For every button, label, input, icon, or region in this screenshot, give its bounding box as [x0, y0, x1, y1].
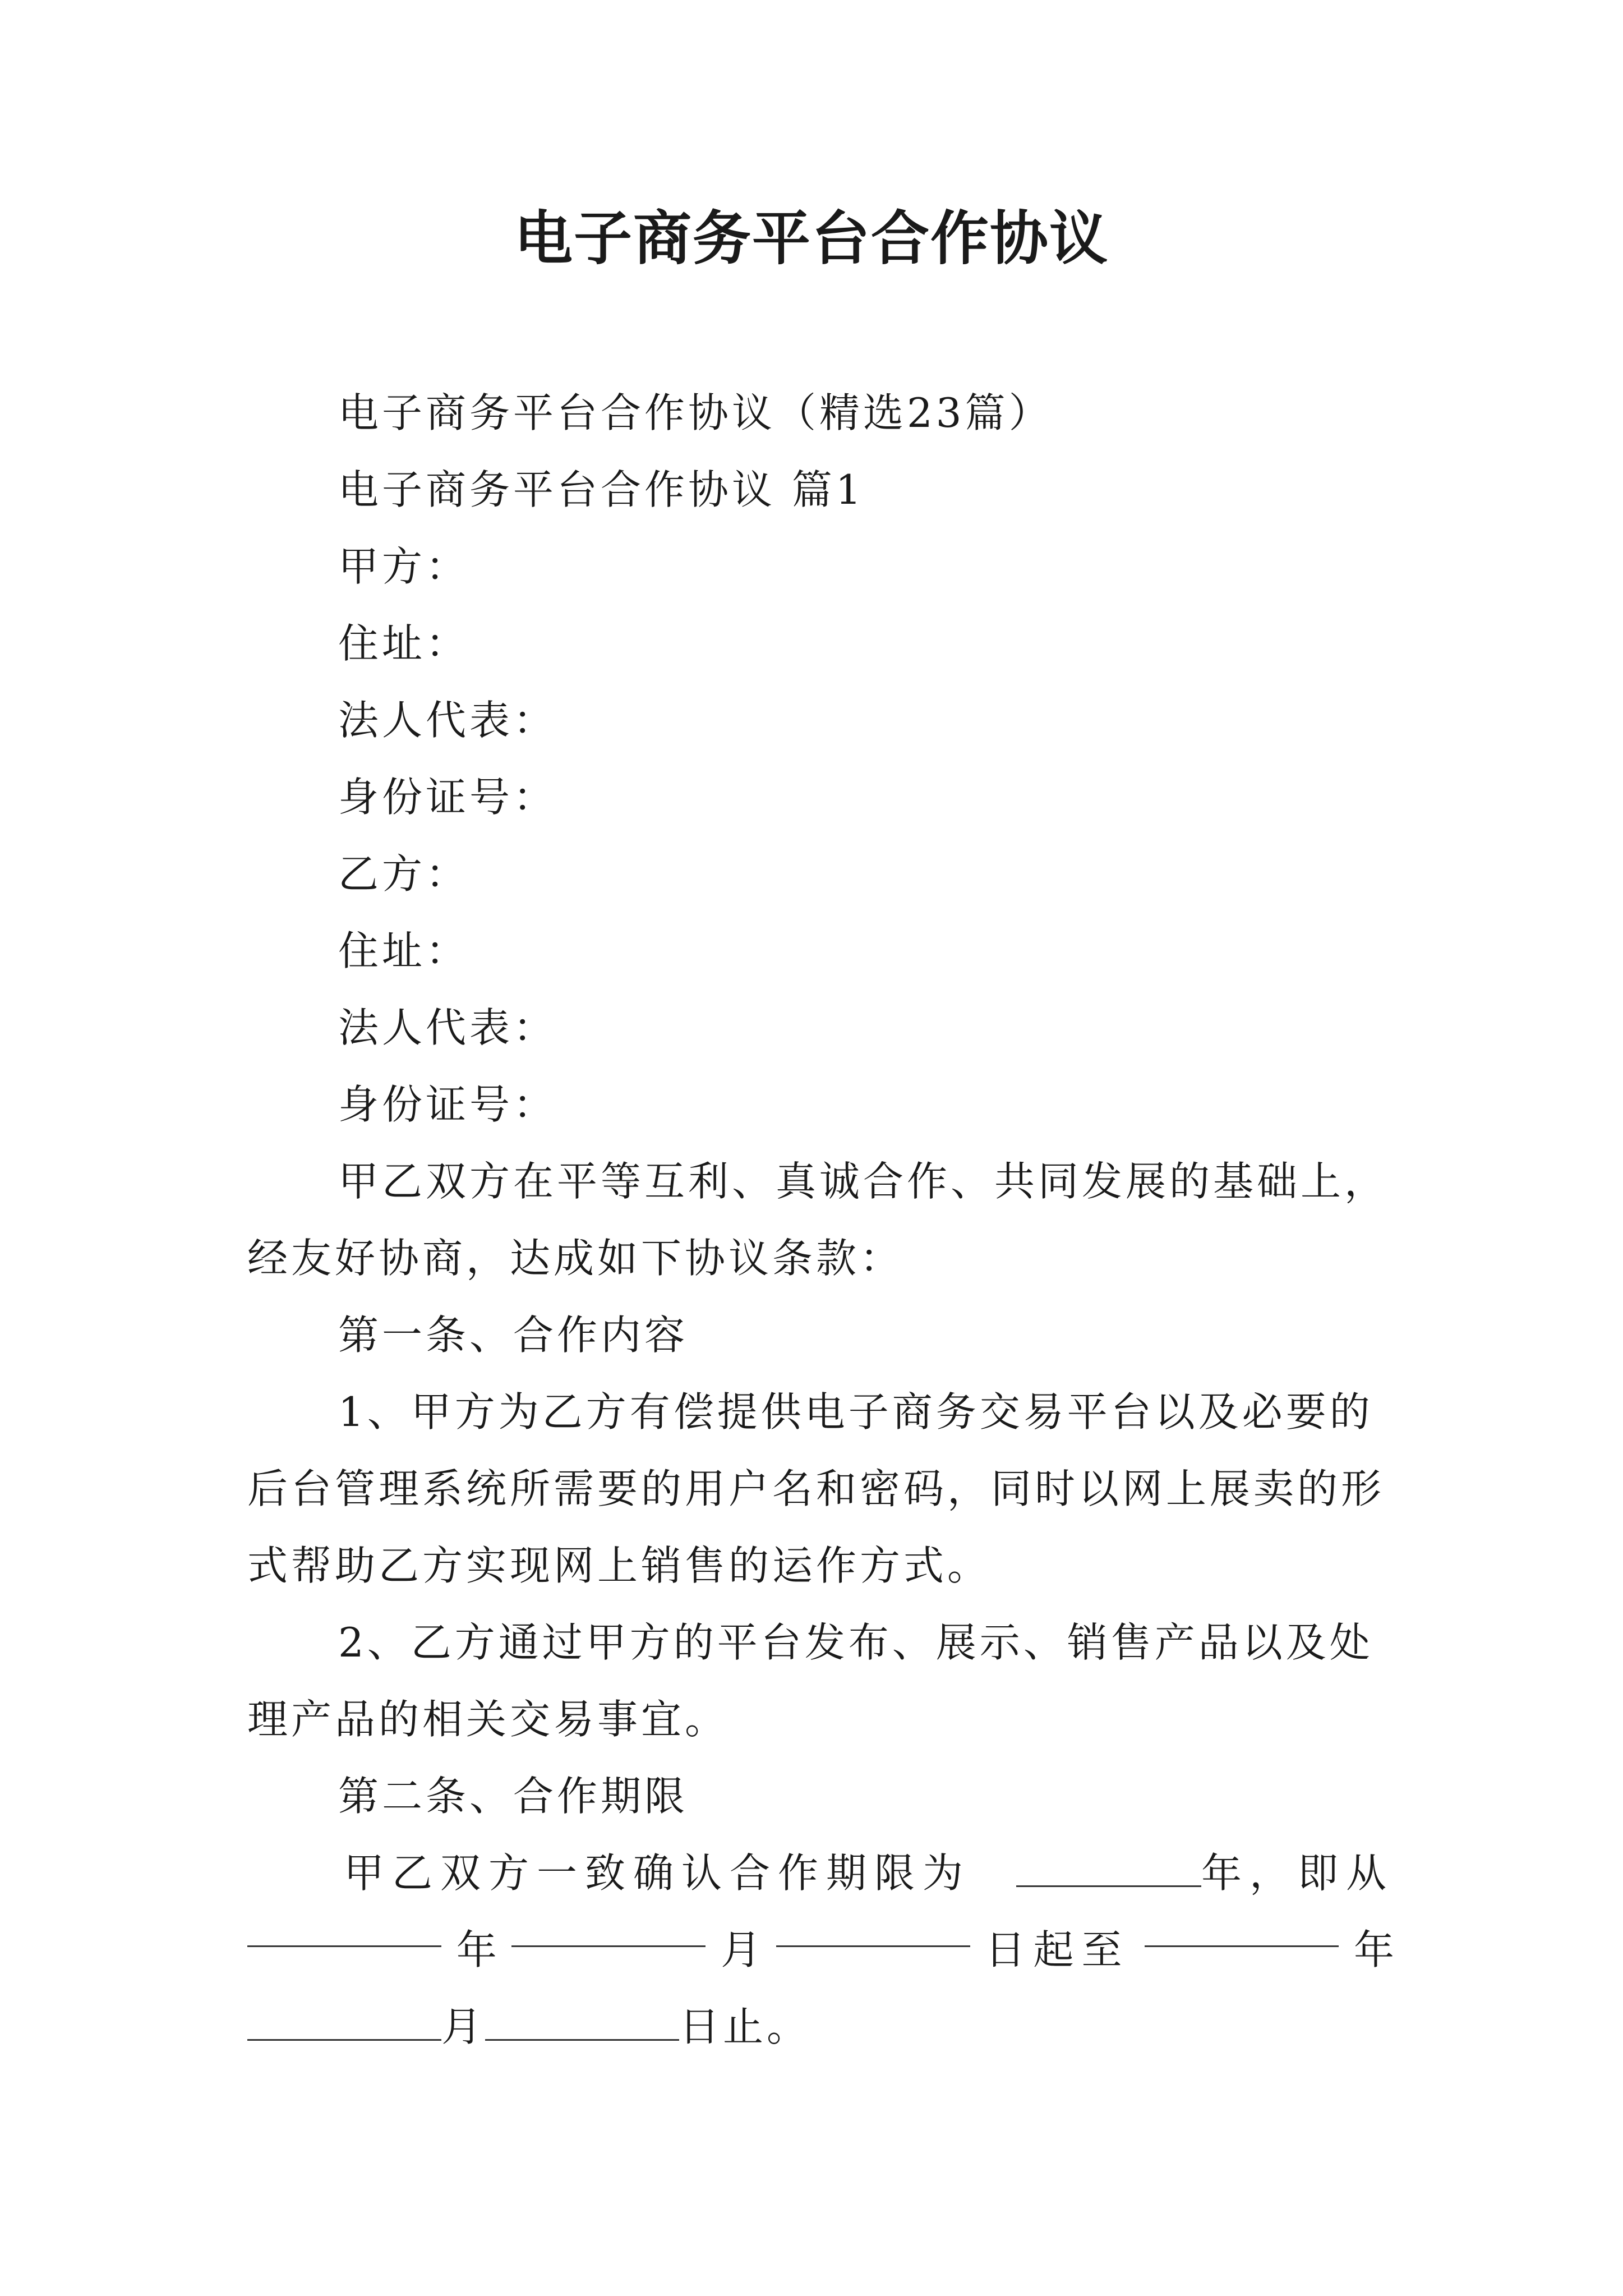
clause-line: 理产品的相关交易事宜。: [247, 1696, 729, 1743]
clause-line: 2、乙方通过甲方的平台发布、展示、销售产品以及处: [338, 1619, 1373, 1666]
clause-line: 后台管理系统所需要的用户名和密码，同时以网上展卖的形: [247, 1465, 1385, 1512]
blank-field[interactable]: [1016, 1852, 1201, 1887]
clause-line: 式帮助乙方实现网上销售的运作方式。: [247, 1542, 992, 1589]
term-text: 月: [721, 1926, 762, 1973]
party-a-label: 甲方：: [338, 543, 470, 590]
term-text: 月: [441, 2003, 486, 2050]
term-line: [247, 1912, 1394, 1989]
term-text: 甲乙双方一致确认合作期限为: [344, 1849, 971, 1897]
blank-field[interactable]: [247, 1912, 441, 1947]
blank-field[interactable]: [485, 2005, 679, 2041]
party-b-label: 乙方：: [338, 850, 470, 898]
blank-field[interactable]: [1145, 1912, 1339, 1947]
legal-rep-b-label: 法人代表：: [338, 1004, 557, 1051]
article-heading: 第二条、合作期限: [338, 1773, 689, 1820]
document-title: 电子商务平台合作协议: [514, 204, 1109, 273]
chapter-heading: 电子商务平台合作协议 篇1: [338, 466, 865, 513]
address-b-label: 住址：: [338, 927, 470, 974]
intro-paragraph-line: 甲乙双方在平等互利、真诚合作、共同发展的基础上，: [338, 1158, 1389, 1205]
blank-field[interactable]: [247, 2005, 441, 2041]
blank-field[interactable]: [511, 1912, 706, 1947]
address-a-label: 住址：: [338, 620, 470, 667]
term-text: 日止。: [679, 2003, 811, 2050]
intro-paragraph-line: 经友好协商，达成如下协议条款：: [247, 1235, 904, 1282]
article-heading: 第一条、合作内容: [338, 1312, 689, 1359]
term-text: 年，即从: [1201, 1849, 1394, 1897]
subtitle: 电子商务平台合作协议（精选23篇）: [338, 389, 1053, 436]
clause-line: 1、甲方为乙方有偿提供电子商务交易平台以及必要的: [338, 1388, 1373, 1435]
term-line: [247, 1835, 1394, 1912]
term-fill: [1016, 1835, 1394, 1912]
legal-rep-a-label: 法人代表：: [338, 697, 557, 744]
term-text: 年: [456, 1926, 497, 1973]
term-text: 年: [1353, 1926, 1394, 1973]
term-line: [247, 1989, 1394, 2065]
term-text: 日起至: [985, 1926, 1130, 1973]
id-b-label: 身份证号：: [338, 1081, 557, 1128]
blank-field[interactable]: [776, 1912, 970, 1947]
id-a-label: 身份证号：: [338, 774, 557, 821]
document-body: [247, 375, 1394, 2065]
